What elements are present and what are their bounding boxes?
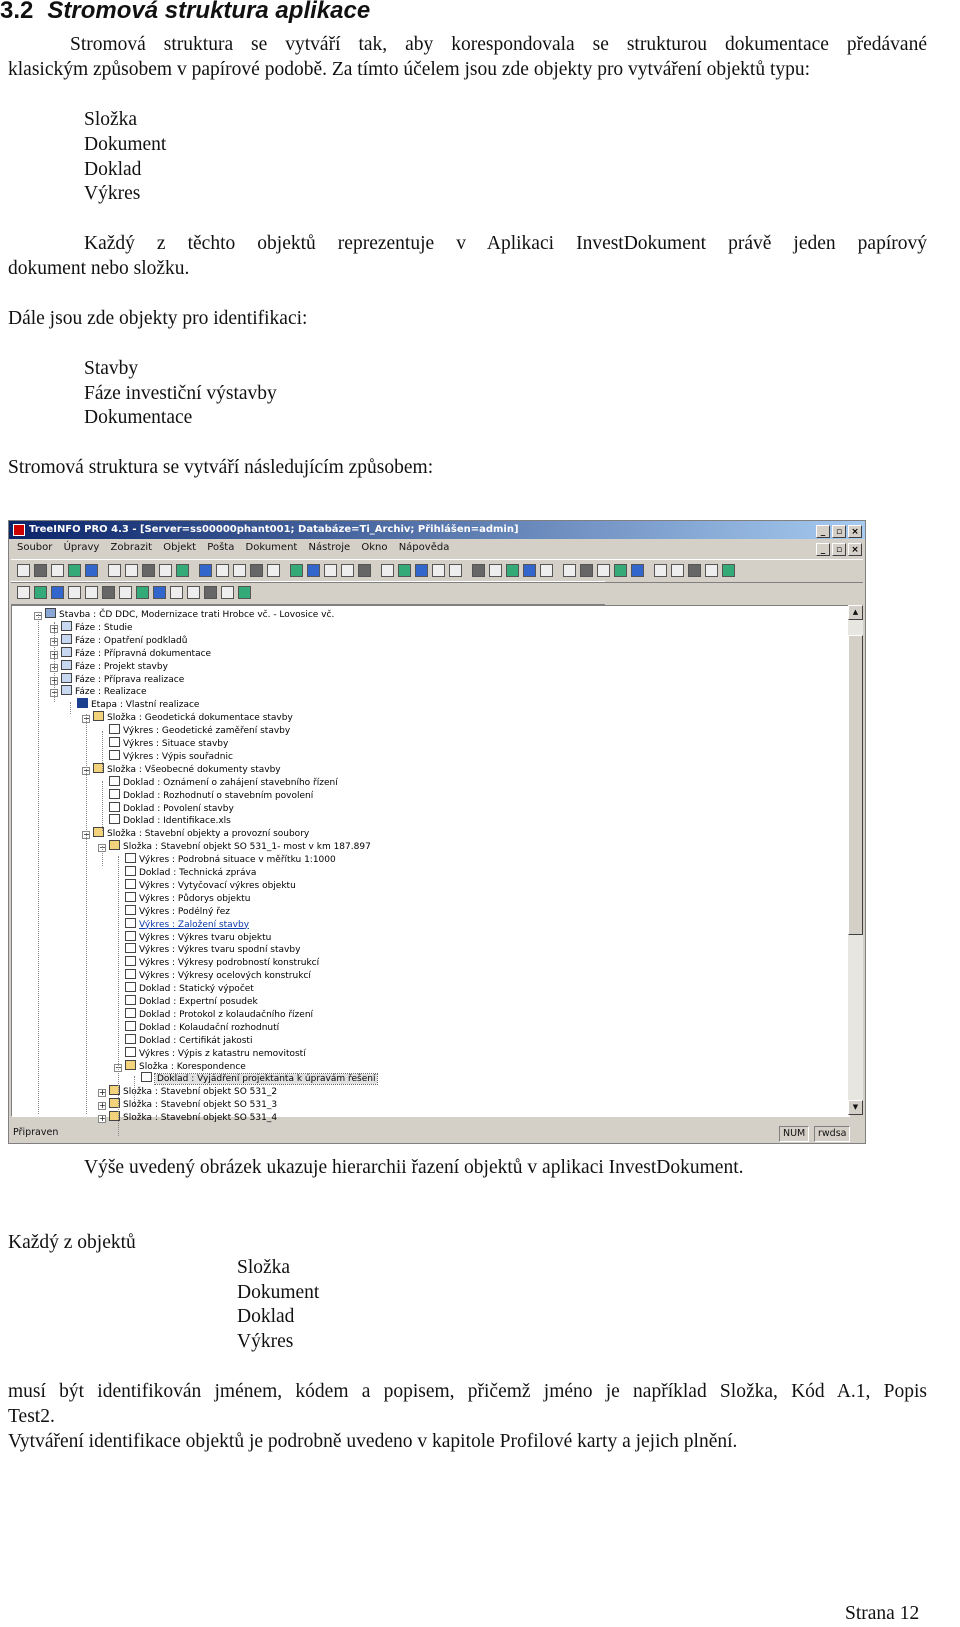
tree-node[interactable]	[114, 1034, 252, 1047]
tree-node-label: Fáze : Opatření podkladů	[75, 635, 188, 646]
stavba-icon	[45, 608, 56, 618]
tree-node-label: Fáze : Studie	[75, 622, 133, 633]
toolbar-button-icon[interactable]	[34, 586, 47, 599]
expand-icon[interactable]: +	[99, 1114, 106, 1124]
figure-caption: Výše uvedený obrázek ukazuje hierarchii řazení objektů v aplikaci InvestDokument.	[84, 1157, 744, 1178]
toolbar-button-icon[interactable]	[614, 564, 627, 577]
toolbar-button-icon[interactable]	[324, 564, 337, 577]
each-object-type: Doklad	[237, 1306, 295, 1327]
tree-node[interactable]	[114, 866, 256, 879]
menu-okno[interactable]: Okno	[361, 542, 388, 553]
toolbar-button-icon[interactable]	[631, 564, 644, 577]
tree-node[interactable]	[114, 892, 250, 905]
toolbar-button-icon[interactable]	[250, 564, 263, 577]
tree-node[interactable]	[114, 969, 311, 982]
doc-icon	[125, 943, 136, 953]
doc-icon	[125, 853, 136, 863]
mdi-maximize-button[interactable]: ▫	[832, 543, 846, 556]
tree-node[interactable]	[82, 763, 281, 776]
tree-view[interactable]	[11, 605, 850, 1124]
tree-node[interactable]	[114, 1008, 313, 1021]
folder-icon	[109, 840, 120, 850]
toolbar-button-icon[interactable]	[722, 564, 735, 577]
toolbar-button-icon[interactable]	[472, 564, 485, 577]
tree-node-label: Složka : Geodetická dokumentace stavby	[107, 713, 293, 724]
mdi-minimize-button[interactable]: _	[816, 543, 830, 556]
app-screenshot	[8, 520, 866, 1144]
intro-line-1: Stromová struktura se vytváří tak, aby korespondovala se strukturou dokumentace předávané	[70, 34, 927, 55]
scroll-down-icon[interactable]: ▼	[848, 1100, 863, 1115]
toolbar-button-icon[interactable]	[85, 586, 98, 599]
each-object-type: Dokument	[237, 1282, 320, 1303]
each-object-type: Složka	[237, 1257, 291, 1278]
toolbar-button-icon[interactable]	[17, 586, 30, 599]
menu-objekt[interactable]: Objekt	[163, 542, 197, 553]
doc-icon	[125, 918, 136, 928]
tree-node[interactable]	[98, 1085, 277, 1098]
tree-node[interactable]	[98, 776, 338, 789]
toolbar-button-icon[interactable]	[153, 586, 166, 599]
toolbar-button-icon[interactable]	[34, 564, 47, 577]
toolbar-button-icon[interactable]	[204, 586, 217, 599]
minimize-button[interactable]: _	[816, 525, 830, 538]
toolbar-button-icon[interactable]	[688, 564, 701, 577]
doc-icon	[125, 1047, 136, 1057]
tree-node-label: Doklad : Oznámení o zahájení stavebního řízení	[123, 777, 338, 788]
menu-zobrazit[interactable]: Zobrazit	[110, 542, 153, 553]
tree-node-label: Doklad : Povolení stavby	[123, 803, 234, 814]
tree-node-label: Doklad : Vyjádření projektanta k úpravám řešení	[157, 1074, 376, 1085]
tree-node-label: Stavba : ČD DDC, Modernizace trati Hrobce vč. - Lovosice vč.	[59, 610, 335, 620]
tree-node[interactable]	[98, 814, 231, 827]
expand-icon[interactable]: +	[51, 623, 58, 633]
must-line-2: Test2.	[8, 1406, 55, 1427]
toolbar-button-icon[interactable]	[654, 564, 667, 577]
doc-icon	[125, 956, 136, 966]
mdi-close-button[interactable]: ×	[848, 543, 862, 556]
tree-connector	[38, 614, 39, 1114]
tree-node[interactable]	[114, 943, 300, 956]
scroll-up-icon[interactable]: ▲	[848, 605, 863, 620]
expand-icon[interactable]: +	[51, 649, 58, 659]
section-number: 3.2	[0, 0, 34, 24]
toolbar-button-icon[interactable]	[187, 586, 200, 599]
toolbar-button-icon[interactable]	[119, 586, 132, 599]
doc-icon	[125, 879, 136, 889]
expand-icon[interactable]: +	[99, 1101, 106, 1111]
toolbar-button-icon[interactable]	[671, 564, 684, 577]
tree-node-label: Doklad : Kolaudační rozhodnutí	[139, 1022, 280, 1033]
tree-node[interactable]	[114, 1060, 246, 1073]
doc-icon	[109, 737, 120, 747]
tree-node-label: Výkres : Výkres tvaru spodní stavby	[139, 945, 301, 956]
tree-node-label: Výkres : Podrobná situace v měřítku 1:1000	[139, 855, 336, 866]
tree-connector	[102, 731, 103, 771]
faze-icon	[61, 673, 72, 683]
status-num: NUM	[779, 1126, 809, 1142]
toolbar-button-icon[interactable]	[176, 564, 189, 577]
toolbar-button-icon[interactable]	[381, 564, 394, 577]
last-line: Vytváření identifikace objektů je podrobně uvedeno v kapitole Profilové karty a jejich plnění.	[8, 1431, 738, 1452]
identification-item: Fáze investiční výstavby	[84, 383, 277, 404]
doc-icon	[109, 802, 120, 812]
tree-node[interactable]	[114, 931, 271, 944]
toolbar-button-icon[interactable]	[307, 564, 320, 577]
tree-connector	[70, 702, 71, 714]
intro-line-2: klasickým způsobem v papírové podobě. Za tímto účelem jsou zde objekty pro vytváření objektů typu:	[8, 59, 811, 80]
close-button[interactable]: ×	[848, 525, 862, 538]
folder-icon	[125, 1060, 136, 1070]
each-object-label: Každý z objektů	[8, 1232, 136, 1253]
menu-posta[interactable]: Pošta	[207, 542, 235, 553]
collapse-icon[interactable]: −	[115, 1062, 122, 1072]
doc-icon	[125, 995, 136, 1005]
menu-napoveda[interactable]: Nápověda	[398, 542, 450, 553]
tree-node-label: Složka : Stavební objekt SO 531_2	[123, 1087, 278, 1098]
tree-node[interactable]	[50, 647, 211, 660]
collapse-icon[interactable]: −	[83, 765, 90, 775]
menu-dokument[interactable]: Dokument	[245, 542, 298, 553]
object-type-item: Složka	[84, 109, 138, 130]
tree-node[interactable]	[130, 1072, 377, 1085]
doc-icon	[109, 724, 120, 734]
toolbar-button-icon[interactable]	[290, 564, 303, 577]
tree-node[interactable]	[34, 608, 334, 621]
identification-intro: Dále jsou zde objekty pro identifikaci:	[8, 308, 308, 329]
doc-icon	[109, 789, 120, 799]
maximize-button[interactable]: ▫	[832, 525, 846, 538]
tree-node-label: Výkres : Geodetické zaměření stavby	[123, 726, 291, 737]
toolbar-button-icon[interactable]	[449, 564, 462, 577]
tree-node-label: Doklad : Identifikace.xls	[123, 816, 231, 827]
doc-icon	[125, 969, 136, 979]
expand-icon[interactable]: +	[99, 1088, 106, 1098]
secondary-toolbar	[11, 581, 605, 605]
tree-node-label: Výkres : Založení stavby	[139, 919, 250, 930]
tree-node[interactable]	[114, 982, 254, 995]
collapse-icon[interactable]: −	[83, 714, 90, 724]
tree-node-label: Výkres : Situace stavby	[123, 739, 229, 749]
collapse-icon[interactable]: −	[83, 830, 90, 840]
toolbar-button-icon[interactable]	[580, 564, 593, 577]
doc-icon	[125, 931, 136, 941]
toolbar-button-icon[interactable]	[159, 564, 172, 577]
toolbar-button-icon[interactable]	[108, 564, 121, 577]
tree-node-label: Doklad : Rozhodnutí o stavebním povolení	[123, 790, 314, 801]
tree-node[interactable]	[114, 956, 319, 969]
tree-node-label: Výkres : Výpis z katastru nemovitostí	[139, 1048, 306, 1059]
tree-node[interactable]	[98, 724, 290, 737]
section-title: Stromová struktura aplikace	[47, 0, 371, 24]
toolbar-button-icon[interactable]	[597, 564, 610, 577]
toolbar-button-icon[interactable]	[233, 564, 246, 577]
each-line-2: dokument nebo složku.	[8, 258, 190, 279]
toolbar-button-icon[interactable]	[102, 586, 115, 599]
tree-node-label: Výkres : Podélný řez	[139, 906, 230, 917]
main-toolbar	[11, 559, 863, 583]
doc-icon	[125, 1008, 136, 1018]
doc-icon	[109, 814, 120, 824]
tree-node[interactable]	[98, 802, 234, 815]
page-number: Strana 12	[845, 1603, 920, 1624]
tree-node-label: Složka : Všeobecné dokumenty stavby	[107, 764, 281, 775]
tree-node[interactable]	[82, 711, 293, 724]
faze-icon	[61, 685, 72, 695]
tree-node-label: Složka : Stavební objekt SO 531_4	[123, 1113, 278, 1124]
menu-soubor[interactable]: Soubor	[17, 542, 53, 553]
expand-icon[interactable]: +	[51, 675, 58, 685]
toolbar-button-icon[interactable]	[51, 586, 64, 599]
toolbar-button-icon[interactable]	[238, 586, 251, 599]
each-object-type: Výkres	[237, 1331, 294, 1352]
toolbar-button-icon[interactable]	[51, 564, 64, 577]
status-text: Připraven	[13, 1127, 59, 1138]
object-type-item: Výkres	[84, 183, 141, 204]
tree-node-label: Doklad : Statický výpočet	[139, 984, 254, 995]
toolbar-button-icon[interactable]	[142, 564, 155, 577]
tree-scrollbar[interactable]	[848, 605, 863, 1115]
tree-node-label: Fáze : Přípravná dokumentace	[75, 648, 212, 659]
tree-node[interactable]	[114, 905, 230, 918]
tree-node-label: Doklad : Protokol z kolaudačního řízení	[139, 1009, 314, 1020]
identification-item: Dokumentace	[84, 407, 193, 428]
toolbar-button-icon[interactable]	[17, 564, 30, 577]
doc-icon	[125, 866, 136, 876]
each-line-1: Každý z těchto objektů reprezentuje v Aplikaci InvestDokument právě jeden papírový	[84, 233, 927, 254]
folder-icon	[93, 711, 104, 721]
toolbar-button-icon[interactable]	[136, 586, 149, 599]
tree-node-label: Složka : Stavební objekt SO 531_1- most v km 187.897	[123, 842, 371, 853]
doc-icon	[109, 776, 120, 786]
doc-icon	[125, 1034, 136, 1044]
faze-icon	[61, 634, 72, 644]
toolbar-button-icon[interactable]	[415, 564, 428, 577]
tree-node[interactable]	[50, 634, 187, 647]
tree-node[interactable]	[82, 827, 309, 840]
tree-node-label: Výkres : Výkresy ocelových konstrukcí	[139, 971, 311, 982]
toolbar-button-icon[interactable]	[199, 564, 212, 577]
toolbar-button-icon[interactable]	[267, 564, 280, 577]
object-type-item: Dokument	[84, 134, 167, 155]
tree-node-label: Doklad : Expertní posudek	[139, 997, 258, 1007]
status-bar	[9, 1123, 865, 1143]
toolbar-button-icon[interactable]	[68, 586, 81, 599]
toolbar-button-icon[interactable]	[563, 564, 576, 577]
tree-node[interactable]	[98, 840, 371, 853]
app-icon	[13, 524, 25, 536]
toolbar-button-icon[interactable]	[432, 564, 445, 577]
toolbar-button-icon[interactable]	[85, 564, 98, 577]
tree-node-label: Doklad : Technická zpráva	[139, 868, 257, 878]
tree-node[interactable]	[114, 1047, 306, 1060]
app-titlebar	[9, 521, 865, 539]
scroll-thumb[interactable]	[848, 635, 863, 935]
tree-connector	[102, 846, 103, 866]
faze-icon	[61, 660, 72, 670]
menu-upravy[interactable]: Úpravy	[63, 542, 100, 553]
toolbar-button-icon[interactable]	[358, 564, 371, 577]
doc-icon	[125, 1021, 136, 1031]
menu-nastroje[interactable]: Nástroje	[308, 542, 351, 553]
tree-node-label: Složka : Stavební objekt SO 531_3	[123, 1100, 278, 1111]
tree-node-label: Výkres : Výkres tvaru objektu	[139, 932, 272, 943]
object-type-item: Doklad	[84, 159, 142, 180]
toolbar-button-icon[interactable]	[68, 564, 81, 577]
tree-node[interactable]	[50, 621, 133, 634]
tree-connector	[102, 781, 103, 831]
toolbar-button-icon[interactable]	[125, 564, 138, 577]
tree-connector	[118, 856, 119, 1136]
tree-node[interactable]	[50, 673, 184, 686]
expand-icon[interactable]: +	[51, 662, 58, 672]
tree-node[interactable]	[114, 879, 296, 892]
toolbar-button-icon[interactable]	[523, 564, 536, 577]
doc-icon	[109, 750, 120, 760]
toolbar-button-icon[interactable]	[540, 564, 553, 577]
tree-node[interactable]	[98, 1098, 277, 1111]
tree-node-label: Fáze : Příprava realizace	[75, 674, 185, 685]
toolbar-button-icon[interactable]	[705, 564, 718, 577]
tree-node[interactable]	[98, 789, 313, 802]
menubar	[9, 539, 865, 557]
tree-node-label: Doklad : Certifikát jakosti	[139, 1035, 253, 1046]
faze-icon	[61, 621, 72, 631]
tree-node-label: Složka : Korespondence	[139, 1061, 246, 1072]
tree-node-label: Etapa : Vlastní realizace	[91, 700, 200, 711]
tree-node[interactable]	[114, 918, 249, 931]
toolbar-button-icon[interactable]	[506, 564, 519, 577]
doc-icon	[125, 982, 136, 992]
tree-node-label: Složka : Stavební objekty a provozní soubory	[107, 829, 310, 840]
toolbar-button-icon[interactable]	[216, 564, 229, 577]
tree-node[interactable]	[50, 660, 168, 673]
tree-connector	[54, 622, 55, 702]
tree-node-label: Fáze : Projekt stavby	[75, 661, 168, 672]
tree-node[interactable]	[114, 1021, 279, 1034]
app-title: TreeINFO PRO 4.3 - [Server=ss00000phant001; Databáze=Ti_Archiv; Přihlášen=admin]	[29, 524, 519, 535]
tree-node-label: Výkres : Půdorys objektu	[139, 893, 251, 904]
collapse-icon[interactable]: −	[51, 688, 58, 698]
tree-intro: Stromová struktura se vytváří následujícím způsobem:	[8, 457, 434, 478]
tree-node[interactable]	[114, 853, 336, 866]
doc-icon	[141, 1072, 152, 1082]
doc-icon	[125, 905, 136, 915]
identification-item: Stavby	[84, 358, 139, 379]
tree-node[interactable]	[50, 685, 147, 698]
toolbar-button-icon[interactable]	[398, 564, 411, 577]
status-user: rwdsa	[814, 1126, 850, 1142]
tree-node-label: Výkres : Výpis souřadnic	[123, 751, 233, 762]
tree-node[interactable]	[98, 737, 228, 750]
faze-icon	[61, 647, 72, 657]
doc-icon	[125, 892, 136, 902]
toolbar-button-icon[interactable]	[221, 586, 234, 599]
toolbar-button-icon[interactable]	[341, 564, 354, 577]
must-line-1: musí být identifikován jménem, kódem a popisem, přičemž jméno je například Složka, Kód A.1, Popis	[8, 1381, 927, 1402]
tree-node[interactable]	[114, 995, 258, 1008]
tree-node[interactable]	[66, 698, 199, 711]
expand-icon[interactable]: +	[51, 636, 58, 646]
toolbar-button-icon[interactable]	[489, 564, 502, 577]
tree-connector	[134, 1076, 135, 1106]
collapse-icon[interactable]: −	[99, 843, 106, 853]
tree-node-label: Výkres : Výkresy podrobností konstrukcí	[139, 958, 320, 969]
etapa-icon	[77, 698, 88, 708]
toolbar-button-icon[interactable]	[170, 586, 183, 599]
tree-connector	[86, 714, 87, 1114]
collapse-icon[interactable]: −	[35, 611, 42, 620]
tree-node[interactable]	[98, 750, 233, 763]
tree-node-label: Výkres : Vytyčovací výkres objektu	[139, 880, 296, 891]
tree-node-label: Fáze : Realizace	[75, 687, 147, 698]
section-heading	[0, 0, 370, 24]
